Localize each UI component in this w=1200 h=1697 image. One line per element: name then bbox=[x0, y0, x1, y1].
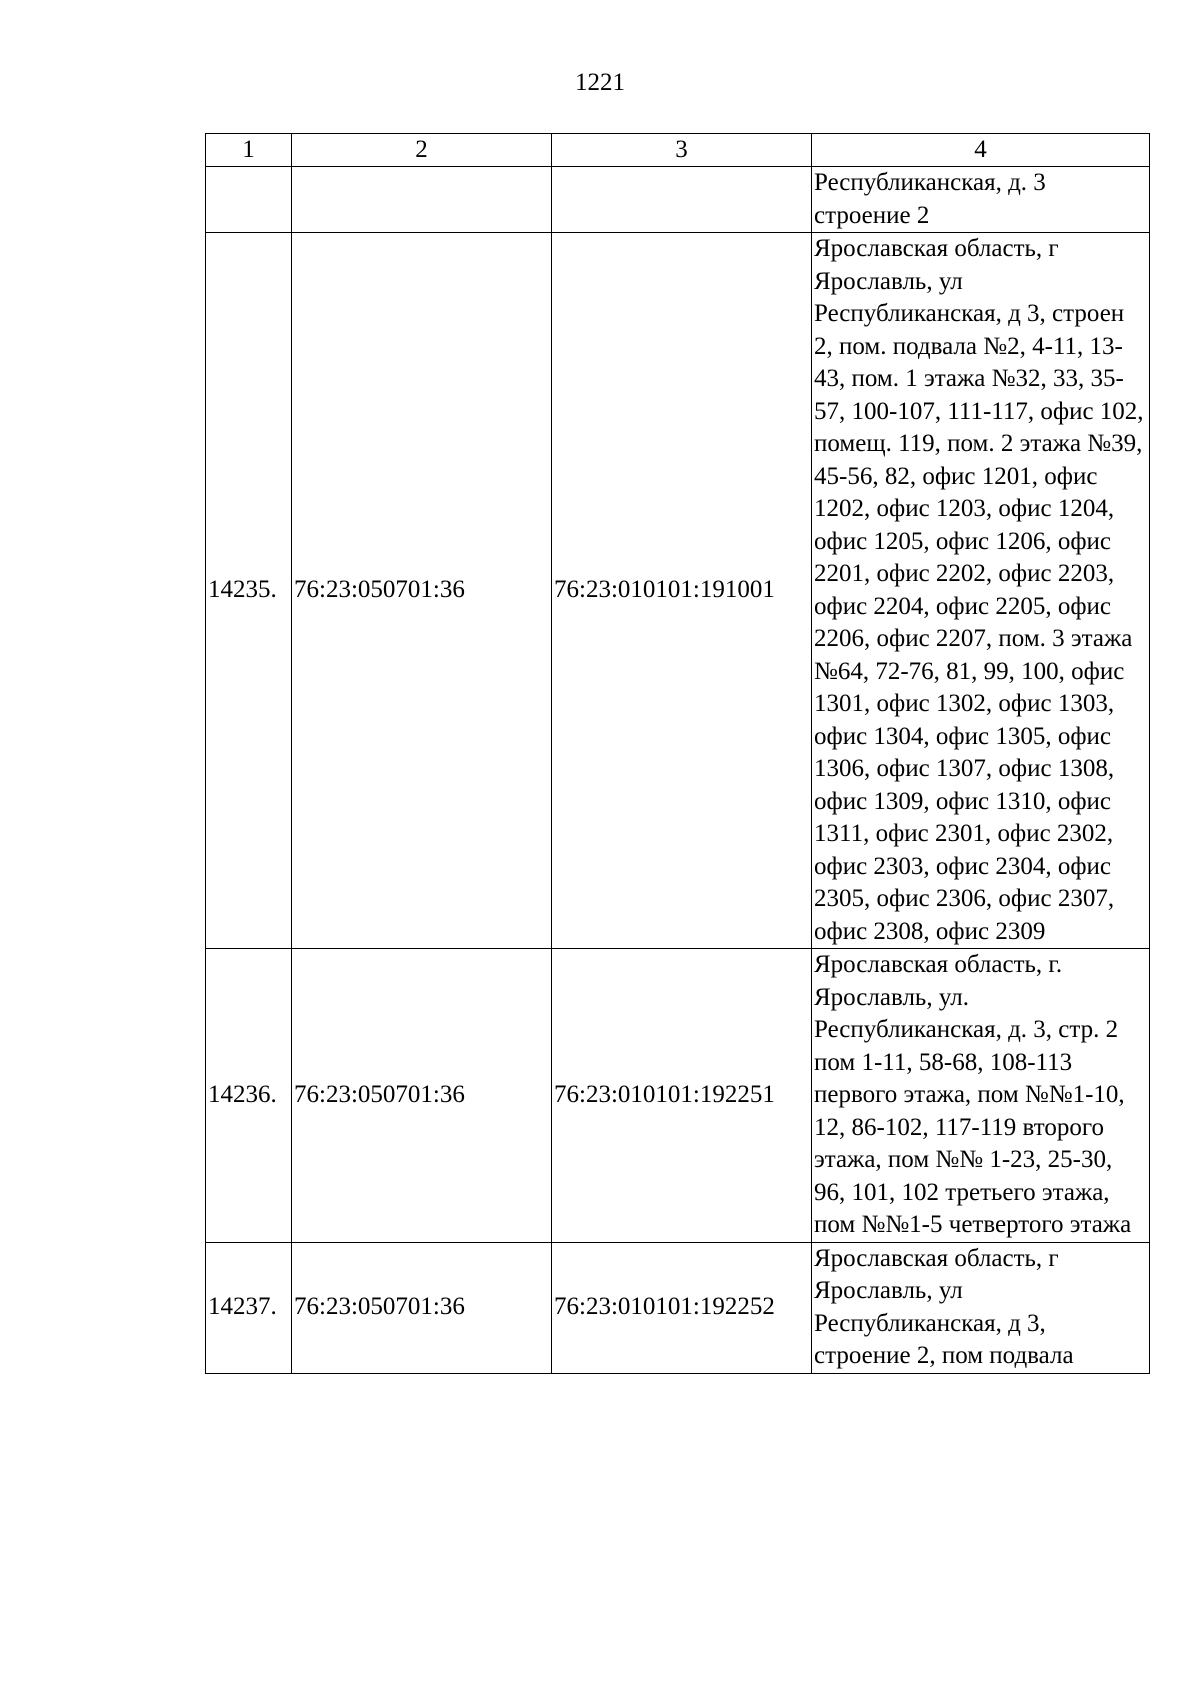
column-header-4: 4 bbox=[812, 134, 1150, 167]
column-header-1: 1 bbox=[206, 134, 292, 167]
address-cell: Ярославская область, г Ярославль, ул Республиканская, д 3, строен 2, пом. подвала №2, 4-11, 13-43, пом. 1 этажа №32, 33, 35-57, 100-107, 111-117, офис 102, помещ. 119, пом. 2 этажа №39, 45-56, 82, офис 1201, офис 1202, офис 1203, офис 1204, офис 1205, офис 1206, офис 2201, офис 2202, офис 2203, офис 2204, офис 2205, офис 2206, офис 2207, пом. 3 этажа №64, 72-76, 81, 99, 100, офис 1301, офис 1302, офис 1303, офис 1304, офис 1305, офис 1306, офис 1307, офис 1308, офис 1309, офис 1310, офис 1311, офис 2301, офис 2302, офис 2303, офис 2304, офис 2305, офис 2306, офис 2307, офис 2308, офис 2309 bbox=[812, 233, 1150, 949]
table-row bbox=[206, 1242, 1150, 1373]
table-row bbox=[206, 233, 1150, 949]
cadastral-number-parcel: 76:23:050701:36 bbox=[292, 949, 552, 1243]
row-number: 14235. bbox=[206, 233, 292, 949]
page-number: 1221 bbox=[575, 69, 625, 96]
column-header-3: 3 bbox=[552, 134, 812, 167]
cadastral-number-parcel bbox=[292, 167, 552, 233]
address-cell: Республиканская, д. 3 строение 2 bbox=[812, 167, 1150, 233]
row-number: 14236. bbox=[206, 949, 292, 1243]
column-header-2: 2 bbox=[292, 134, 552, 167]
row-number bbox=[206, 167, 292, 233]
cadastral-number-object: 76:23:010101:192251 bbox=[552, 949, 812, 1243]
cadastral-number-parcel: 76:23:050701:36 bbox=[292, 1242, 552, 1373]
cadastral-number-parcel: 76:23:050701:36 bbox=[292, 233, 552, 949]
cadastral-number-object: 76:23:010101:192252 bbox=[552, 1242, 812, 1373]
address-cell: Ярославская область, г Ярославль, ул Республиканская, д 3, строение 2, пом подвала bbox=[812, 1242, 1150, 1373]
row-number: 14237. bbox=[206, 1242, 292, 1373]
table-header-row bbox=[206, 134, 1150, 167]
table-row bbox=[206, 949, 1150, 1243]
cadastral-number-object bbox=[552, 167, 812, 233]
registry-table bbox=[205, 133, 1150, 1374]
address-cell: Ярославская область, г. Ярославль, ул. Республиканская, д. 3, стр. 2 пом 1-11, 58-68, 108-113 первого этажа, пом №№1-10, 12, 86-102, 117-119 второго этажа, пом №№ 1-23, 25-30, 96, 101, 102 третьего этажа, пом №№1-5 четвертого этажа bbox=[812, 949, 1150, 1243]
cadastral-number-object: 76:23:010101:191001 bbox=[552, 233, 812, 949]
table-row bbox=[206, 167, 1150, 233]
